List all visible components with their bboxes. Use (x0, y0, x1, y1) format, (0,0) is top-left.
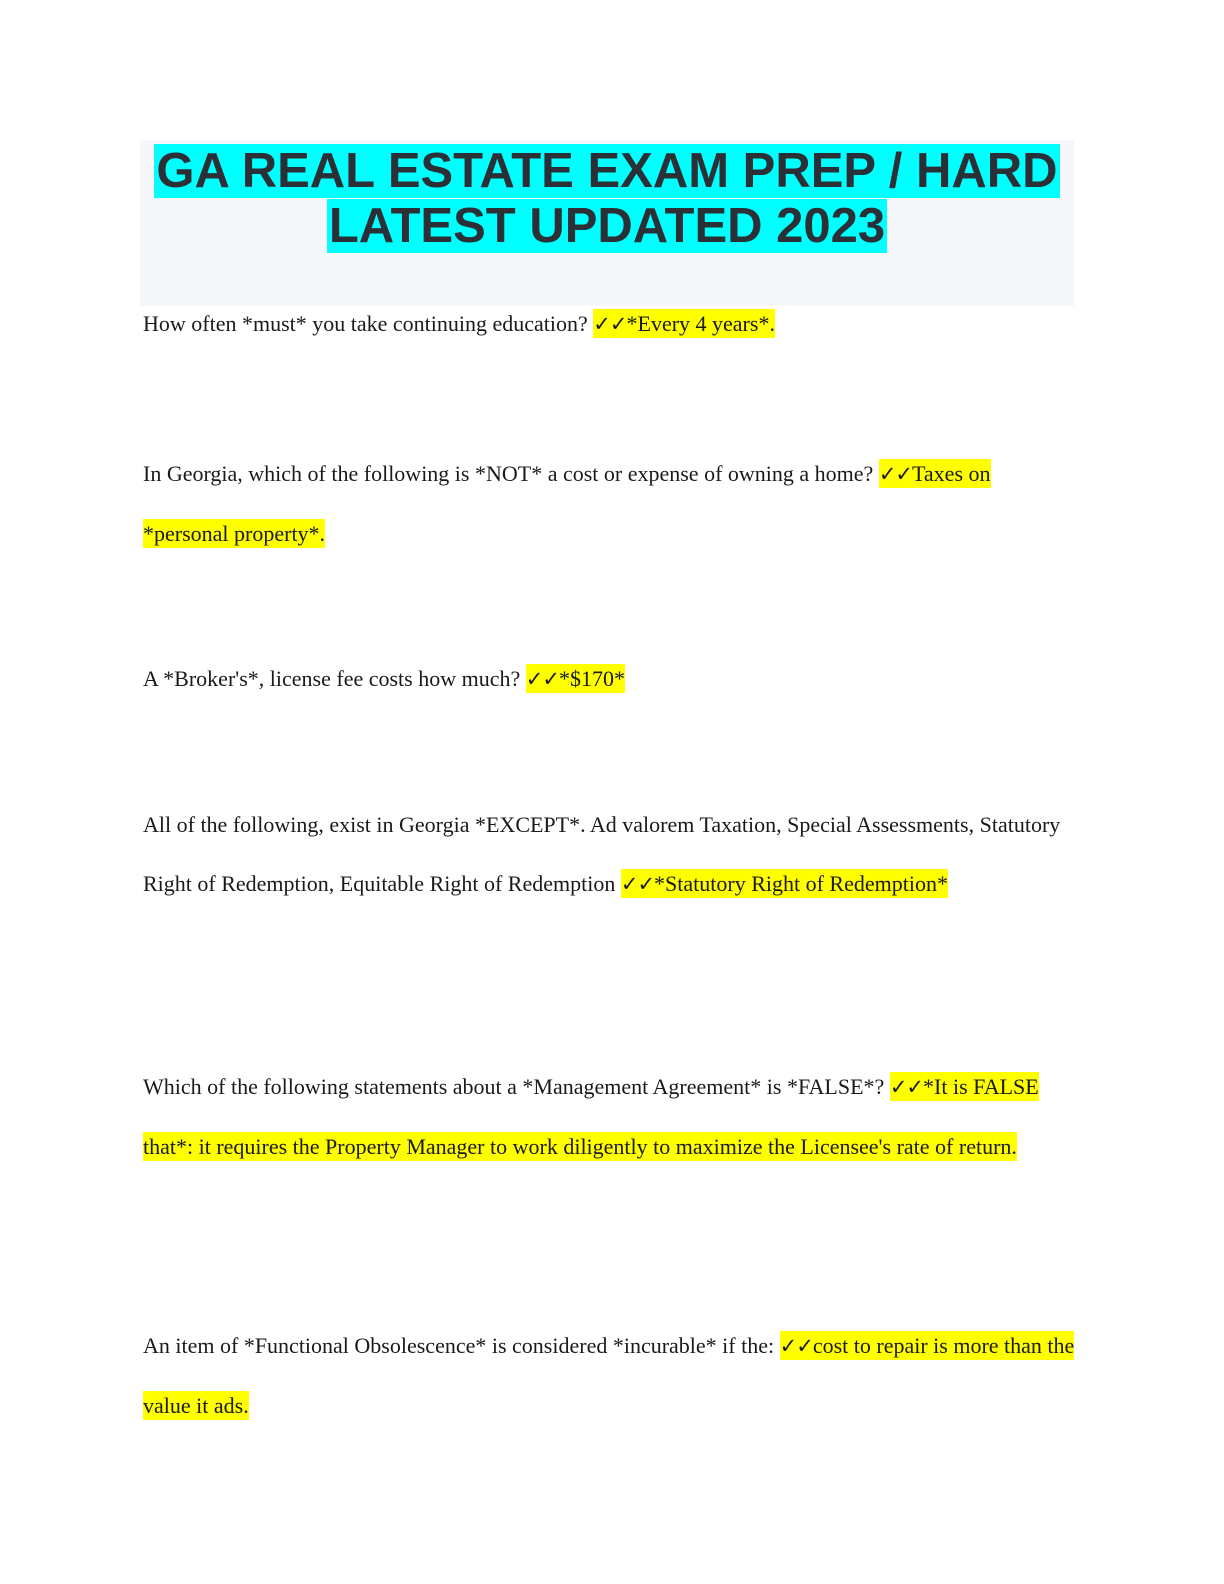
answer-text: Taxes on *personal property*. (143, 461, 991, 546)
answer-text: cost to repair is more than the value it ads. (143, 1333, 1075, 1418)
qa-item (143, 649, 1078, 709)
answer-highlight (526, 664, 625, 693)
qa-item (143, 1057, 1078, 1176)
qa-item (143, 795, 1078, 914)
answer-text: *It is FALSE that*: it requires the Property Manager to work diligently to maximize the Licensee's rate of return. (143, 1074, 1039, 1159)
double-check-icon: ✓✓ (593, 312, 627, 336)
question-text: All of the following, exist in Georgia *EXCEPT*. Ad valorem Taxation, Special Assessments, Statutory Right of Redemption, Equitable Right of Redemption (143, 812, 1061, 896)
double-check-icon: ✓✓ (889, 1075, 924, 1099)
double-check-icon: ✓✓ (878, 462, 913, 486)
answer-text: *$170* (558, 666, 625, 691)
title-line-1: GA REAL ESTATE EXAM PREP / HARD (156, 144, 1058, 198)
answer-text: *Every 4 years*. (626, 311, 775, 336)
answer-highlight (593, 309, 775, 338)
double-check-icon: ✓✓ (620, 872, 655, 896)
question-text: How often *must* you take continuing education? (143, 311, 594, 336)
question-text: In Georgia, which of the following is *NOT* a cost or expense of owning a home? (143, 461, 879, 486)
title-line-2: LATEST UPDATED 2023 (328, 199, 886, 253)
qa-item (143, 294, 1078, 354)
answer-highlight (621, 869, 948, 898)
question-text: Which of the following statements about a *Management Agreement* is *FALSE*? (143, 1074, 890, 1099)
qa-item (143, 444, 1078, 563)
question-text: A *Broker's*, license fee costs how much? (143, 666, 526, 691)
double-check-icon: ✓✓ (779, 1334, 813, 1358)
double-check-icon: ✓✓ (525, 667, 559, 691)
question-text: An item of *Functional Obsolescence* is considered *incurable* if the: (143, 1333, 780, 1358)
title-banner (140, 140, 1074, 306)
qa-item (143, 1316, 1078, 1435)
answer-text: *Statutory Right of Redemption* (654, 871, 948, 896)
